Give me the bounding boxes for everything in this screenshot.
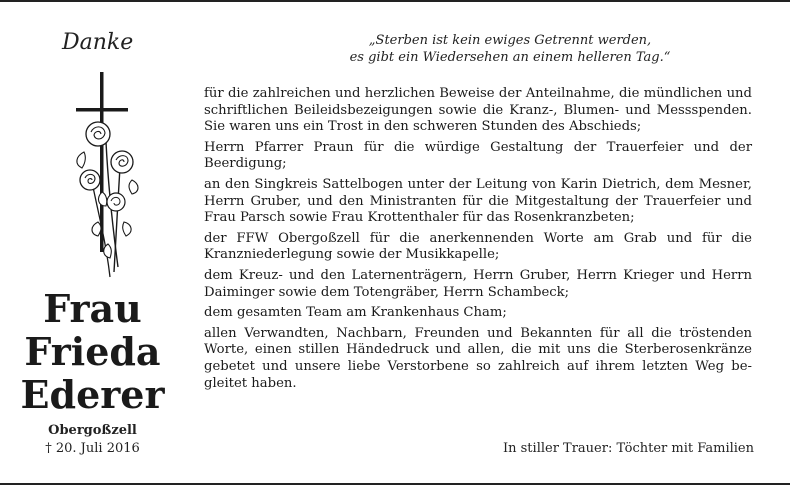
thanks-paragraph: dem Kreuz- und den Laternenträgern, Herrn Gruber, Herrn Krieger und Herrn Daiminger sowie dem Totengräber, Herrn Schambeck; (204, 267, 752, 300)
cross-with-roses-icon (62, 72, 152, 282)
name-line: Frieda (24, 329, 161, 374)
motto-line: es gibt ein Wiedersehen an einem helleren Tag.“ (349, 50, 671, 65)
name-line: Frau (43, 286, 142, 331)
motto-quote (300, 32, 720, 66)
thanks-text (204, 86, 752, 396)
thanks-paragraph: allen Verwandten, Nachbarn, Freunden und Bekannten für all die tröstenden Worte, einen stillen Händedruck und allen, die mit uns die Sterberosenkränze gebetet und unsere liebe Verstorbene so zahlreich auf ihrem letzten Weg begleitet haben. (204, 325, 752, 391)
thanks-paragraph: Herrn Pfarrer Praun für die würdige Gestaltung der Trauerfeier und der Beerdigung; (204, 139, 752, 172)
place-label: Obergoßzell (48, 423, 137, 438)
thanks-paragraph: für die zahlreichen und herzlichen Beweise der Anteilnahme, die mündlichen und schriftlichen Beileidsbezeigungen sowie die Kranz-, Blumen- und Messspenden. Sie waren uns ein Trost in den schweren Stunden des Abschieds; (204, 86, 752, 135)
death-date: † 20. Juli 2016 (45, 441, 140, 456)
deceased-name (0, 287, 185, 416)
signoff: In stiller Trauer: Töchter mit Familien (503, 441, 754, 456)
thanks-paragraph: dem gesamten Team am Krankenhaus Cham; (204, 305, 507, 321)
top-rule (0, 0, 790, 2)
thanks-paragraph: an den Singkreis Sattelbogen unter der Leitung von Karin Dietrich, dem Mesner, Herrn Gruber, und den Ministranten für die Mitgestaltung der Trauerfeier und Frau Parsch sowie Frau Krottenthaler für das Rosenkranzbeten; (204, 176, 752, 226)
page-title: Danke (62, 30, 134, 55)
thanks-paragraph: der FFW Obergoßzell für die anerkennenden Worte am Grab und für die Kranzniederlegung sowie der Musikkapelle; (204, 230, 752, 263)
motto-line: „Sterben ist kein ewiges Getrennt werden, (368, 33, 652, 48)
name-line: Ederer (20, 372, 165, 417)
